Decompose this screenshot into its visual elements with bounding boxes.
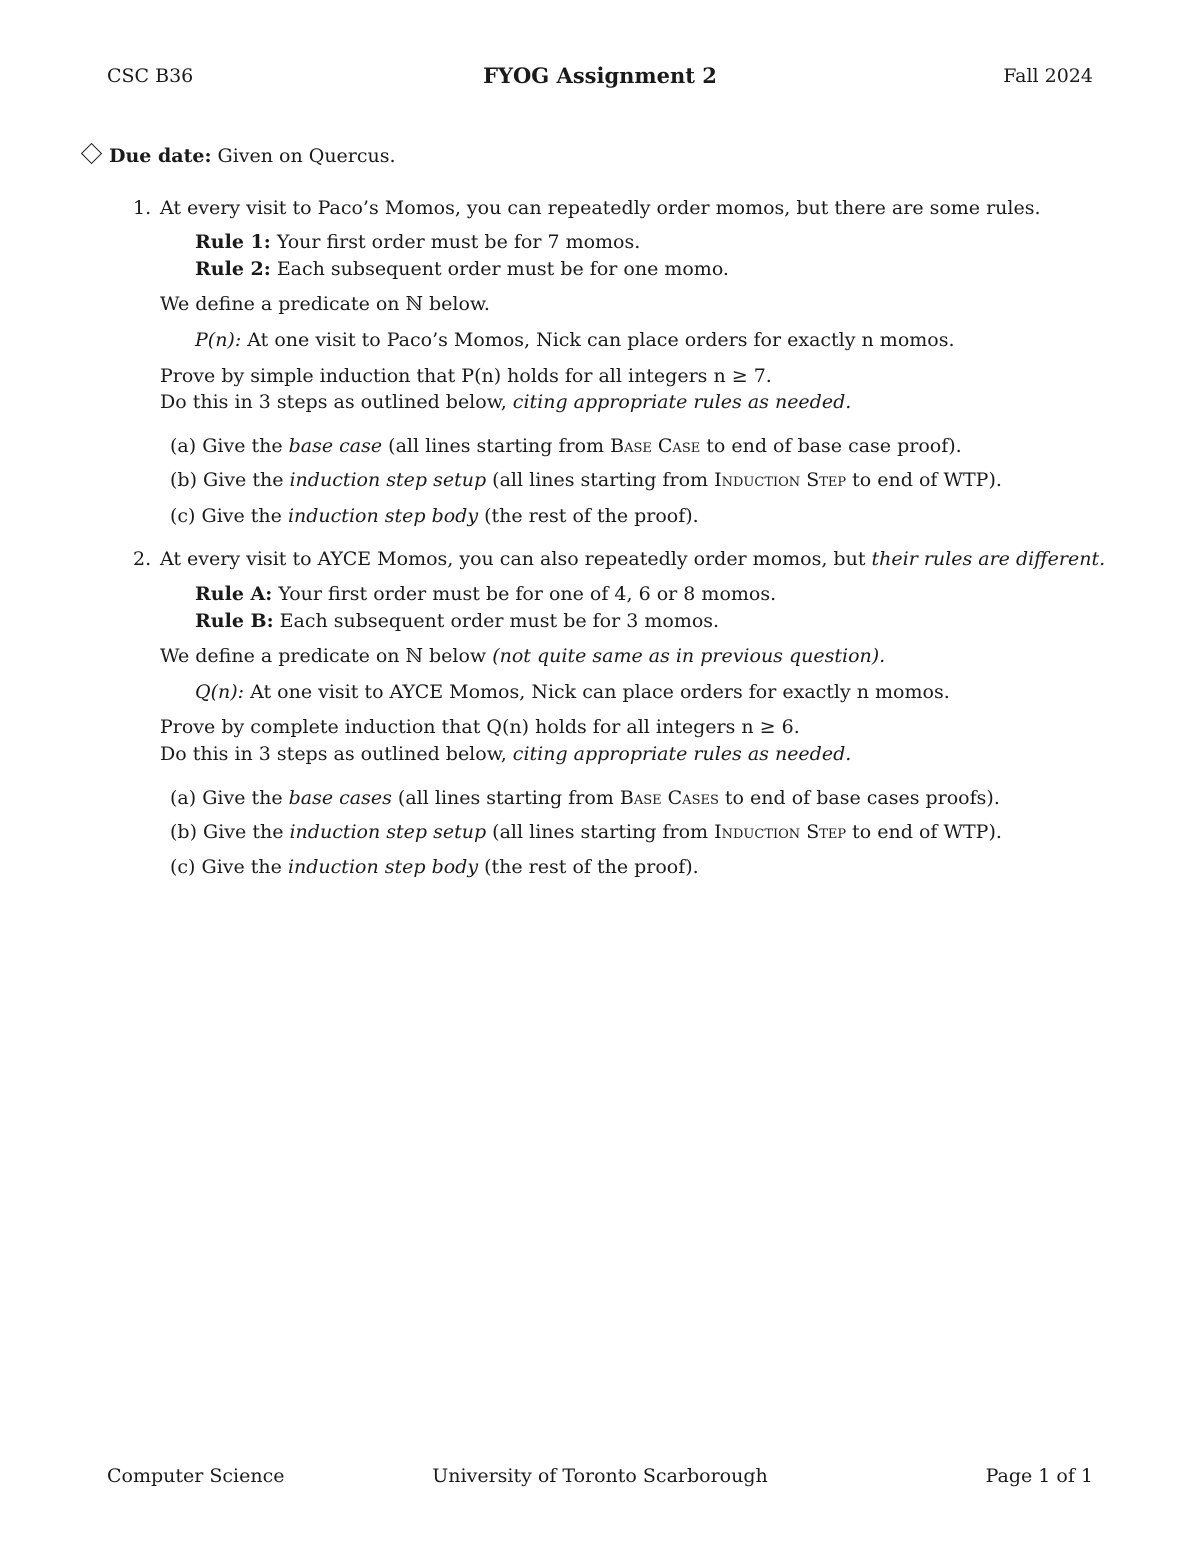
q1-rule-1 [195, 230, 640, 254]
part-emphasis: induction step body [287, 505, 479, 527]
part-label: (b) [170, 821, 197, 843]
predicate-text: At one visit to AYCE Momos, Nick can place orders for exactly n momos. [250, 681, 950, 703]
predicate-name: Q(n): [195, 681, 245, 703]
part-text: Give the [202, 435, 289, 457]
part-text: (all lines starting from [486, 469, 715, 491]
part-text: (all lines starting from [486, 821, 715, 843]
part-emphasis: base cases [288, 787, 392, 809]
q1-part-c [170, 504, 699, 528]
part-text: Give the [201, 505, 288, 527]
part-keyword: Induction Step [714, 469, 847, 491]
predicate-name: P(n): [195, 329, 242, 351]
rule-label: Rule B: [195, 610, 274, 632]
part-text: (the rest of the proof). [478, 505, 699, 527]
part-text: (all lines starting from [382, 435, 611, 457]
due-date-line [82, 144, 396, 168]
steps-emphasis: citing appropriate rules as needed. [512, 743, 852, 765]
part-emphasis: induction step setup [289, 821, 487, 843]
q2-rule-b [195, 609, 719, 633]
q2-number: 2. [133, 548, 152, 570]
part-emphasis: induction step setup [289, 469, 487, 491]
q1-rule-2 [195, 257, 729, 281]
q2-part-a [170, 786, 1000, 810]
document-title: FYOG Assignment 2 [483, 63, 717, 88]
define-text: We define a predicate on ℕ below [160, 645, 493, 667]
diamond-icon [81, 143, 102, 164]
q2-predicate [195, 680, 950, 704]
part-text: to end of WTP). [846, 821, 1002, 843]
rule-text: Each subsequent order must be for 3 momos. [279, 610, 720, 632]
q1-predicate [195, 328, 955, 352]
rule-label: Rule 2: [195, 258, 271, 280]
q1-intro: At every visit to Paco’s Momos, you can repeatedly order momos, but there are some rules. [160, 197, 1041, 219]
footer-department: Computer Science [107, 1465, 285, 1487]
part-text: (the rest of the proof). [478, 856, 699, 878]
q1-part-a [170, 434, 962, 458]
rule-label: Rule A: [195, 583, 273, 605]
intro-emphasis: their rules are different. [871, 548, 1106, 570]
part-label: (a) [170, 787, 197, 809]
part-emphasis: base case [288, 435, 383, 457]
steps-text: Do this in 3 steps as outlined below, [160, 391, 513, 413]
q1-define: We define a predicate on ℕ below. [160, 293, 490, 315]
course-code: CSC B36 [107, 65, 194, 87]
part-label: (c) [170, 505, 196, 527]
part-text: to end of WTP). [846, 469, 1002, 491]
part-label: (a) [170, 435, 197, 457]
part-label: (c) [170, 856, 196, 878]
q1-prove: Prove by simple induction that P(n) holds for all integers n ≥ 7. [160, 365, 772, 387]
q2-part-c [170, 855, 699, 879]
part-keyword: Induction Step [714, 821, 847, 843]
page-number: Page 1 of 1 [985, 1465, 1093, 1487]
q2-intro [160, 547, 1105, 571]
part-text: Give the [202, 787, 289, 809]
q1-part-b [170, 468, 1002, 492]
part-keyword: Base Cases [619, 787, 719, 809]
part-text: Give the [203, 821, 290, 843]
footer-university: University of Toronto Scarborough [432, 1465, 768, 1487]
q2-part-b [170, 820, 1002, 844]
q1-number: 1. [133, 197, 152, 219]
part-text: Give the [203, 469, 290, 491]
due-date-label: Due date: [109, 145, 212, 167]
rule-label: Rule 1: [195, 231, 271, 253]
due-date-value: Given on Quercus. [217, 145, 396, 167]
steps-emphasis: citing appropriate rules as needed. [512, 391, 852, 413]
part-label: (b) [170, 469, 197, 491]
rule-text: Your first order must be for one of 4, 6 or 8 momos. [278, 583, 777, 605]
part-emphasis: induction step body [287, 856, 479, 878]
define-emphasis: (not quite same as in previous question). [492, 645, 886, 667]
predicate-text: At one visit to Paco’s Momos, Nick can place orders for exactly n momos. [247, 329, 955, 351]
q2-prove: Prove by complete induction that Q(n) holds for all integers n ≥ 6. [160, 716, 800, 738]
q2-steps [160, 742, 851, 766]
part-keyword: Base Case [610, 435, 701, 457]
q2-rule-a [195, 582, 776, 606]
part-text: to end of base case proof). [700, 435, 962, 457]
part-text: to end of base cases proofs). [718, 787, 1000, 809]
part-text: Give the [201, 856, 288, 878]
q1-steps [160, 390, 851, 414]
steps-text: Do this in 3 steps as outlined below, [160, 743, 513, 765]
q2-define [160, 644, 885, 668]
rule-text: Each subsequent order must be for one momo. [276, 258, 729, 280]
term: Fall 2024 [1003, 65, 1093, 87]
part-text: (all lines starting from [391, 787, 620, 809]
intro-text: At every visit to AYCE Momos, you can also repeatedly order momos, but [160, 548, 872, 570]
rule-text: Your first order must be for 7 momos. [276, 231, 641, 253]
